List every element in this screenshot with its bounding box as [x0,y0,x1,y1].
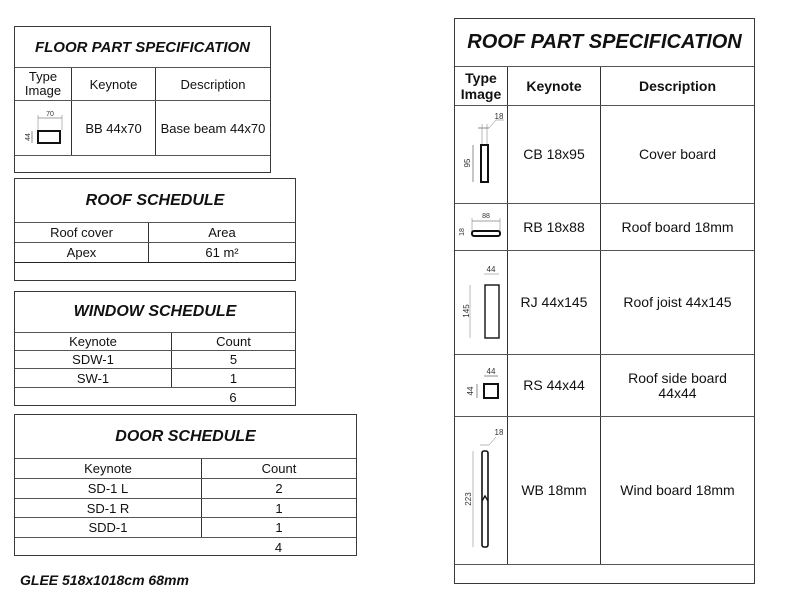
header-description: Description [600,67,754,105]
table-row [15,498,356,517]
count-cell: 5 [171,351,295,368]
svg-text:223: 223 [464,491,473,506]
table-row [455,354,754,416]
keynote-cell: BB 44x70 [71,101,155,155]
header-type-image: Type Image [460,70,502,102]
table-row [455,105,754,203]
table-row [455,416,754,564]
empty-row [15,155,270,173]
header-count: Count [201,459,356,478]
keynote-cell: RS 44x44 [507,355,600,416]
description-cell: Wind board 18mm [600,417,754,564]
empty-row [15,262,295,281]
roof-schedule-title: ROOF SCHEDULE [85,191,225,209]
count-cell: 1 [171,369,295,387]
roof-board-section-icon [455,204,507,250]
header-keynote: Keynote [71,68,155,100]
header-type-image: Type Image [24,69,62,98]
wind-board-section-icon [455,417,507,564]
header-keynote: Keynote [507,67,600,105]
empty-row [455,564,754,584]
keynote-cell: CB 18x95 [507,106,600,203]
keynote-cell: RB 18x88 [507,204,600,250]
header-description: Description [155,68,270,100]
window-schedule-header-row [15,332,295,350]
svg-text:44: 44 [486,366,496,376]
keynote-cell: SD-1 R [86,500,130,516]
keynote-cell: RJ 44x145 [507,251,600,354]
total-count: 4 [274,539,283,555]
count-cell: 2 [201,479,356,498]
floor-part-spec-title: FLOOR PART SPECIFICATION [34,38,250,56]
window-schedule-title: WINDOW SCHEDULE [73,303,237,320]
description-cell: Roof joist 44x145 [600,251,754,354]
keynote-cell: SDW-1 [72,352,114,367]
svg-text:88: 88 [482,213,490,220]
keynote-cell: SDD-1 [88,520,128,535]
header-count: Count [171,333,295,350]
keynote-cell: WB 18mm [507,417,600,564]
svg-text:44: 44 [486,264,496,274]
door-schedule-header-row [15,458,356,478]
roof-part-spec-title: ROOF PART SPECIFICATION [467,31,742,53]
total-row [15,537,356,556]
svg-text:145: 145 [462,303,471,318]
svg-text:44: 44 [25,133,32,141]
total-count: 6 [229,389,237,405]
description-cell: Roof board 18mm [600,204,754,250]
roof-part-spec-table [454,18,755,584]
description-cell: Roof side board 44x44 [600,355,754,416]
svg-text:44: 44 [466,386,475,395]
table-row [15,350,295,368]
description-cell: Base beam 44x70 [155,101,270,155]
door-schedule-table [14,414,357,556]
footer-note: GLEE 518x1018cm 68mm [20,572,189,588]
total-row [15,387,295,406]
floor-part-spec-header-row [15,67,270,100]
table-row [455,203,754,250]
svg-text:95: 95 [463,158,472,167]
table-row [15,100,270,155]
door-schedule-title: DOOR SCHEDULE [115,427,256,445]
table-row [15,368,295,387]
table-row [15,242,295,262]
roof-schedule-table [14,178,296,281]
roof-schedule-header-row [15,222,295,242]
header-area: Area [148,223,295,242]
roof-cover-cell: Apex [66,245,97,260]
svg-text:18: 18 [494,427,504,437]
floor-part-spec-table [14,26,271,173]
table-row [15,517,356,537]
header-roof-cover: Roof cover [50,225,113,240]
svg-text:18: 18 [494,111,504,121]
keynote-cell: SD-1 L [87,481,129,496]
svg-text:18: 18 [459,228,466,236]
table-row [15,478,356,498]
roof-part-spec-header-row [455,66,754,105]
description-cell: Cover board [600,106,754,203]
window-schedule-table [14,291,296,406]
count-cell: 1 [201,518,356,537]
area-cell: 61 m² [148,243,295,262]
header-keynote: Keynote [69,334,117,349]
roof-joist-section-icon [455,251,507,354]
keynote-cell: SW-1 [76,370,110,386]
table-row [455,250,754,354]
header-keynote: Keynote [84,461,132,476]
cover-board-section-icon [455,106,507,203]
count-cell: 1 [201,499,356,517]
roof-side-board-section-icon [455,355,507,416]
base-beam-section-icon [15,101,71,155]
svg-text:70: 70 [46,111,54,118]
